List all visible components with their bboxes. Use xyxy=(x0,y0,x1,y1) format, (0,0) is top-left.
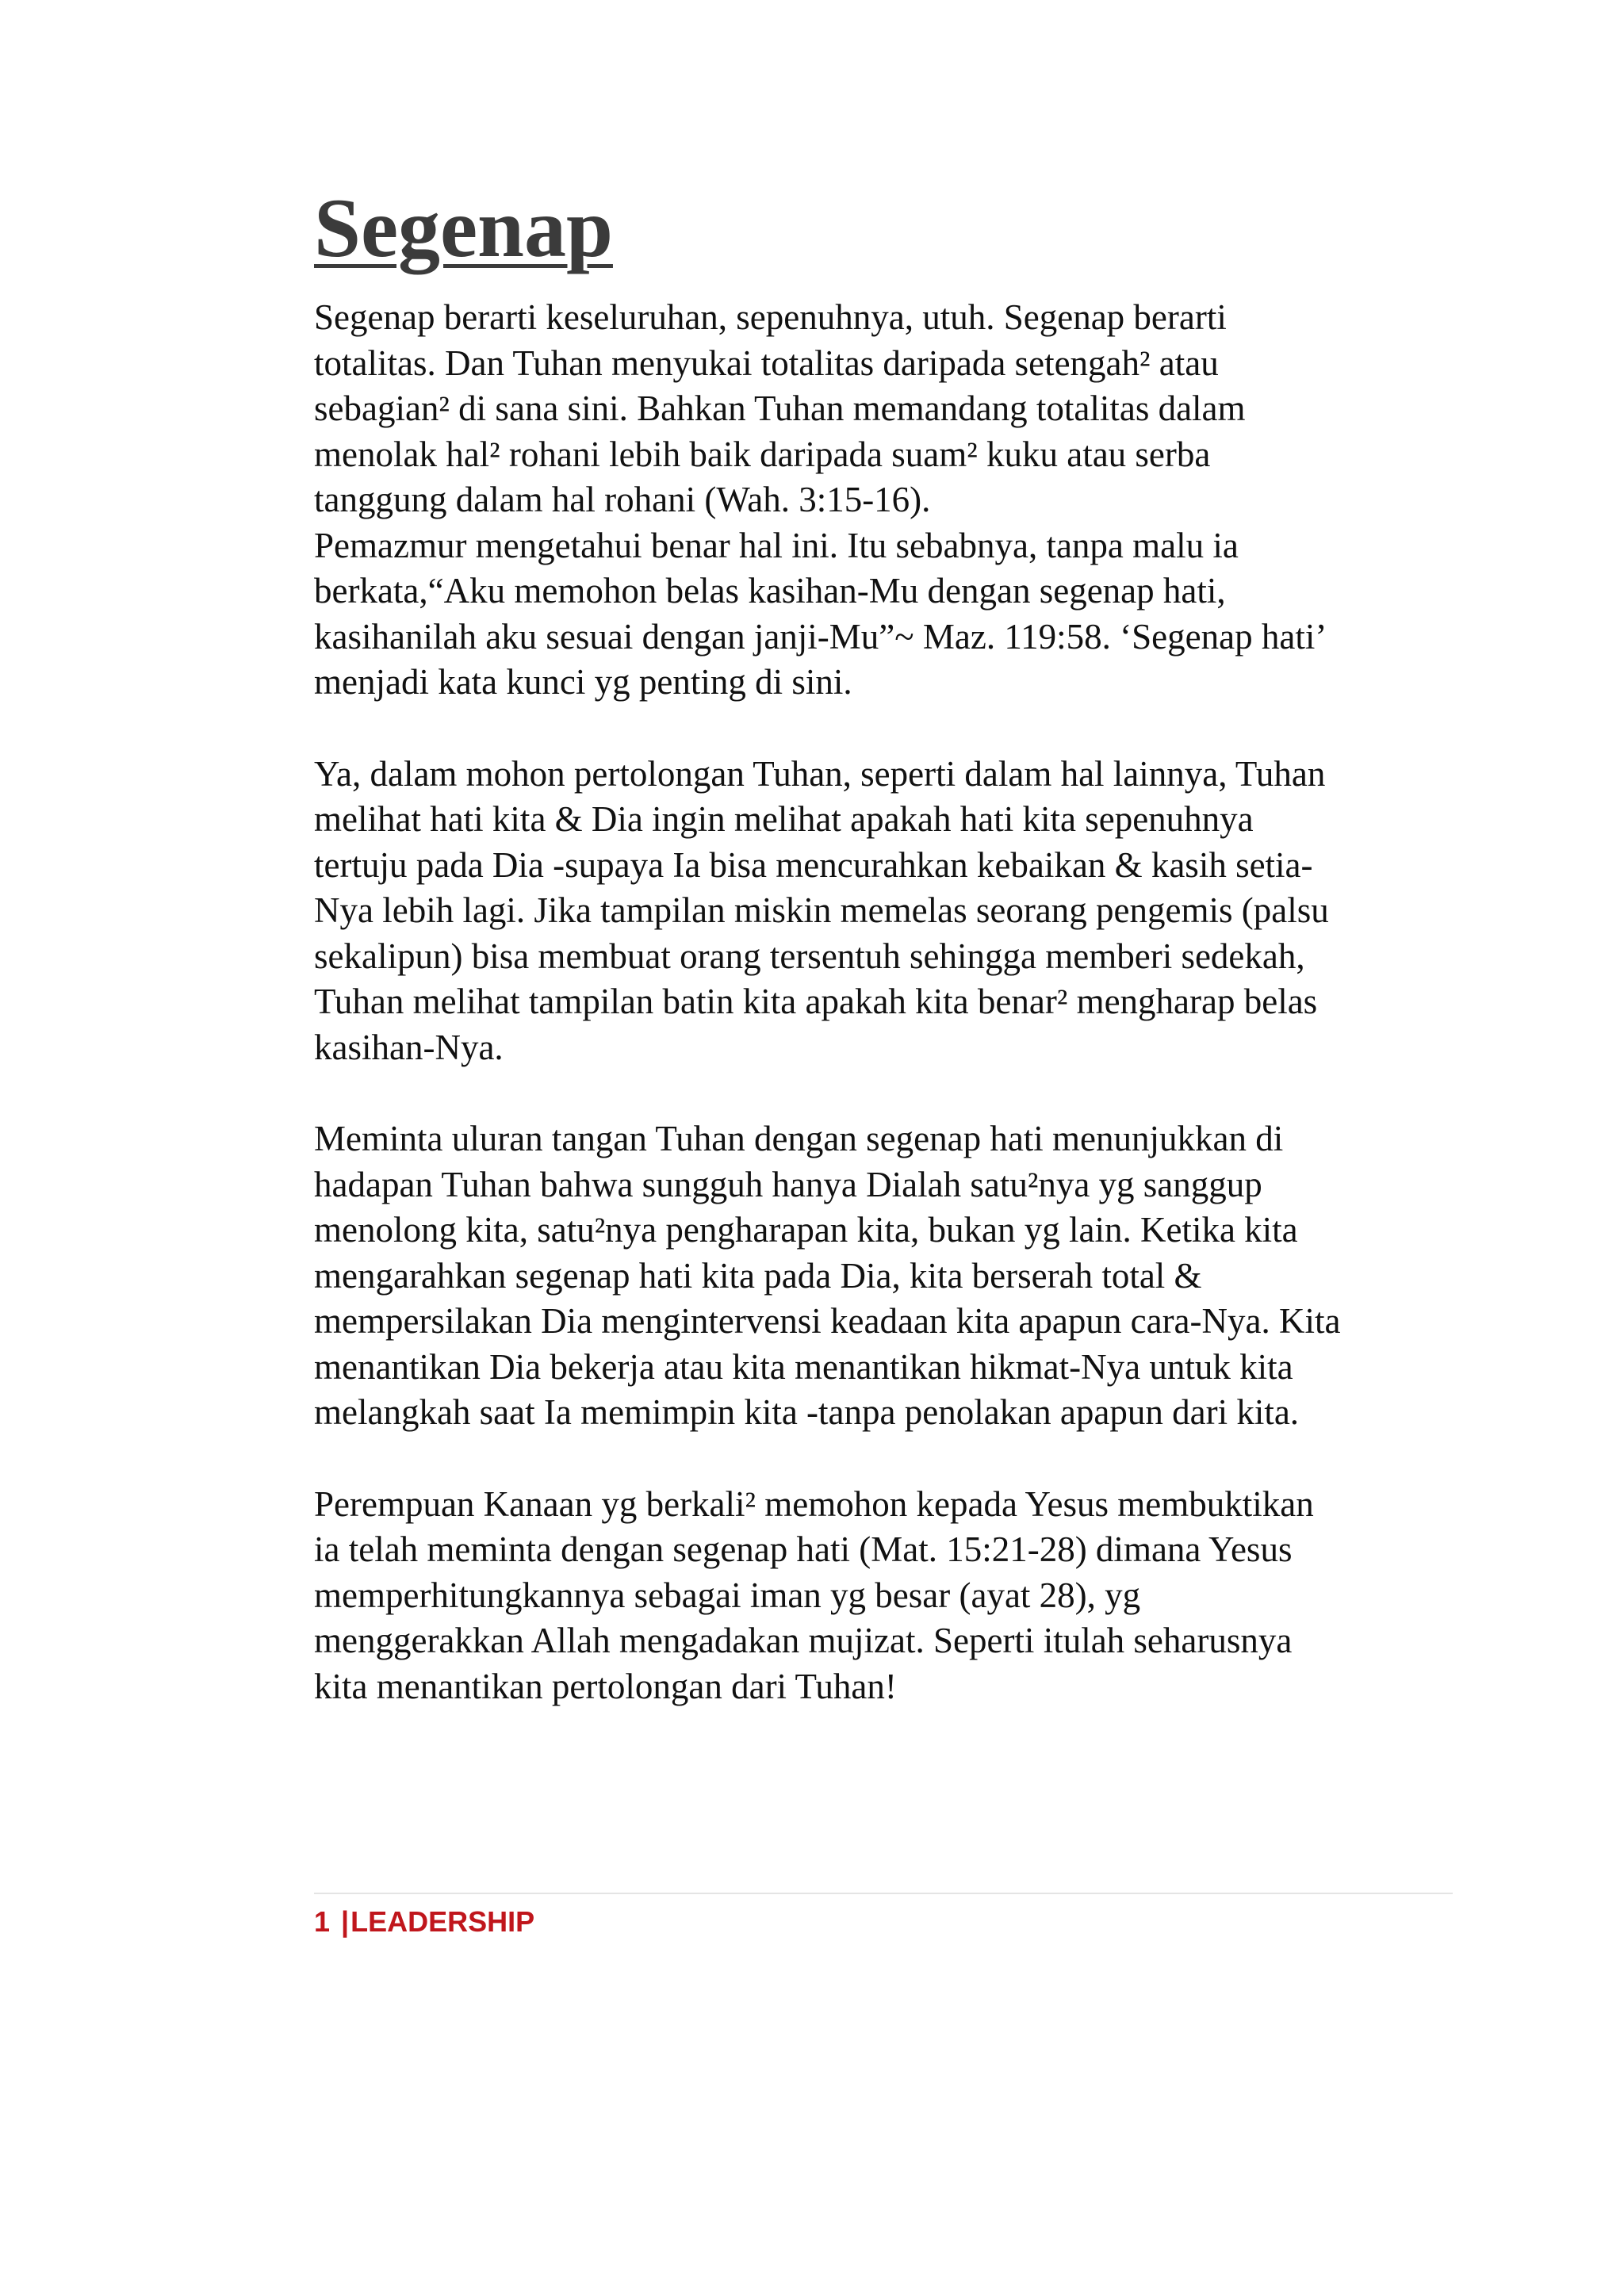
text-line: menolong kita, satu²nya pengharapan kita, bukan yg lain. Ketika kita xyxy=(314,1210,1298,1250)
text-line: melihat hati kita & Dia ingin melihat apakah hati kita sepenuhnya xyxy=(314,799,1254,839)
text-line: kasihanilah aku sesuai dengan janji-Mu”~ Maz. 119:58. ‘Segenap hati’ xyxy=(314,616,1327,657)
footer-divider xyxy=(314,1893,1453,1894)
text-line: memperhitungkannya sebagai iman yg besar (ayat 28), yg xyxy=(314,1575,1141,1615)
text-line: kita menantikan pertolongan dari Tuhan! xyxy=(314,1666,897,1706)
text-line: melangkah saat Ia memimpin kita -tanpa penolakan apapun dari kita. xyxy=(314,1392,1300,1432)
document-body xyxy=(314,295,1456,1709)
document-title: Segenap xyxy=(314,182,613,274)
text-line: Nya lebih lagi. Jika tampilan miskin memelas seorang pengemis (palsu xyxy=(314,890,1329,930)
text-line: menolak hal² rohani lebih baik daripada suam² kuku atau serba xyxy=(314,434,1211,474)
paragraph-3 xyxy=(314,1116,1456,1436)
text-line: totalitas. Dan Tuhan menyukai totalitas daripada setengah² atau xyxy=(314,343,1219,383)
footer-separator: | xyxy=(341,1905,350,1938)
paragraph-spacer xyxy=(314,706,1456,752)
text-line: mempersilakan Dia mengintervensi keadaan kita apapun cara-Nya. Kita xyxy=(314,1301,1341,1341)
footer-label: LEADERSHIP xyxy=(350,1905,535,1938)
text-line: kasihan-Nya. xyxy=(314,1027,504,1067)
page-footer xyxy=(314,1904,534,1939)
text-line: menantikan Dia bekerja atau kita menantikan hikmat-Nya untuk kita xyxy=(314,1346,1293,1387)
text-line: ia telah meminta dengan segenap hati (Mat. 15:21-28) dimana Yesus xyxy=(314,1529,1293,1569)
text-line: Ya, dalam mohon pertolongan Tuhan, seperti dalam hal lainnya, Tuhan xyxy=(314,753,1326,794)
text-line: tertuju pada Dia -supaya Ia bisa mencurahkan kebaikan & kasih setia- xyxy=(314,844,1313,885)
paragraph-spacer xyxy=(314,1436,1456,1482)
text-line: mengarahkan segenap hati kita pada Dia, kita berserah total & xyxy=(314,1255,1202,1296)
text-line: Meminta uluran tangan Tuhan dengan segenap hati menunjukkan di xyxy=(314,1119,1284,1158)
paragraph-1 xyxy=(314,295,1456,706)
text-line: Segenap berarti keseluruhan, sepenuhnya, utuh. Segenap berarti xyxy=(314,297,1227,337)
text-line: Tuhan melihat tampilan batin kita apakah kita benar² mengharap belas xyxy=(314,982,1318,1021)
text-line: menjadi kata kunci yg penting di sini. xyxy=(314,662,852,702)
text-line: Perempuan Kanaan yg berkali² memohon kepada Yesus membuktikan xyxy=(314,1483,1314,1524)
text-line: sebagian² di sana sini. Bahkan Tuhan memandang totalitas dalam xyxy=(314,389,1246,428)
text-line: Pemazmur mengetahui benar hal ini. Itu sebabnya, tanpa malu ia xyxy=(314,525,1239,565)
paragraph-2 xyxy=(314,752,1456,1071)
paragraph-spacer xyxy=(314,1070,1456,1116)
text-line: tanggung dalam hal rohani (Wah. 3:15-16). xyxy=(314,480,931,519)
text-line: sekalipun) bisa membuat orang tersentuh sehingga memberi sedekah, xyxy=(314,936,1305,976)
page-number: 1 xyxy=(314,1905,331,1938)
text-line: berkata,“Aku memohon belas kasihan-Mu dengan segenap hati, xyxy=(314,571,1226,611)
text-line: hadapan Tuhan bahwa sungguh hanya Dialah satu²nya yg sanggup xyxy=(314,1164,1262,1204)
text-line: menggerakkan Allah mengadakan mujizat. Seperti itulah seharusnya xyxy=(314,1621,1293,1660)
paragraph-4 xyxy=(314,1482,1456,1710)
